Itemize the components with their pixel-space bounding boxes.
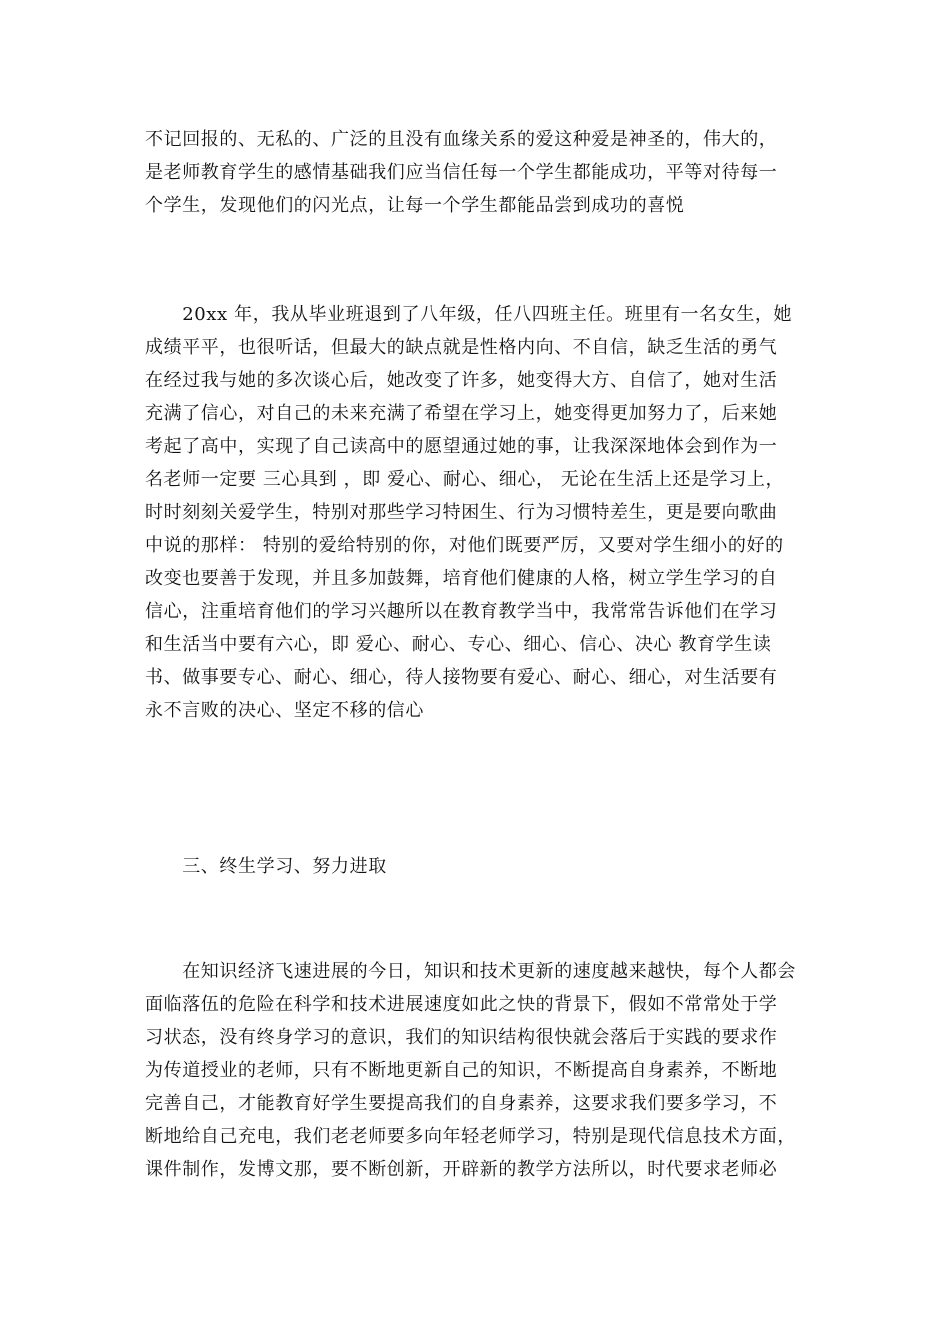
section-heading-text: 三、终生学习、努力进取 xyxy=(145,856,387,877)
text-line: 断地给自己充电，我们老老师要多向年轻老师学习，特别是现代信息技术方面， xyxy=(145,1126,796,1147)
text-line: 面临落伍的危险在科学和技术进展速度如此之快的背景下，假如不常常处于学 xyxy=(145,994,778,1015)
text-line: 完善自己，才能教育好学生要提高我们的自身素养，这要求我们要多学习，不 xyxy=(145,1093,778,1114)
text-line: 时时刻刻关爱学生，特别对那些学习特困生、行为习惯特差生，更是要向歌曲 xyxy=(145,502,778,523)
text-line: 成绩平平，也很听话，但最大的缺点就是性格内向、不自信，缺乏生活的勇气 xyxy=(145,337,778,358)
text-line: 中说的那样： 特别的爱给特别的你，对他们既要严厉，又要对学生细小的好的 xyxy=(145,535,784,556)
text-line: 考起了高中，实现了自己读高中的愿望通过她的事，让我深深地体会到作为一 xyxy=(145,436,778,457)
text-line: 永不言败的决心、坚定不移的信心 xyxy=(145,700,424,721)
text-line: 书、做事要专心、耐心、细心，待人接物要有爱心、耐心、细心，对生活要有 xyxy=(145,667,778,688)
text-line: 名老师一定要 三心具到 ，即 爱心、耐心、细心， 无论在生活上还是学习上， xyxy=(145,469,785,490)
text-line: 为传道授业的老师，只有不断地更新自己的知识，不断提高自身素养，不断地 xyxy=(145,1060,778,1081)
text-line: 充满了信心，对自己的未来充满了希望在学习上，她变得更加努力了，后来她 xyxy=(145,403,778,424)
text-line: 在知识经济飞速进展的今日，知识和技术更新的速度越来越快，每个人都会 xyxy=(145,961,796,982)
text-line: 信心，注重培育他们的学习兴趣所以在教育教学当中，我常常告诉他们在学习 xyxy=(145,601,778,622)
paragraph-selfless-love xyxy=(145,123,815,222)
text-line: 改变也要善于发现，并且多加鼓舞，培育他们健康的人格，树立学生学习的自 xyxy=(145,568,778,589)
paragraph-student-story xyxy=(145,298,815,727)
text-line: 是老师教育学生的感情基础我们应当信任每一个学生都能成功，平等对待每一 xyxy=(145,162,778,183)
text-line: 课件制作，发博文那，要不断创新，开辟新的教学方法所以，时代要求老师必 xyxy=(145,1159,778,1180)
text-line: 20xx 年，我从毕业班退到了八年级，任八四班主任。班里有一名女生，她 xyxy=(145,304,793,325)
text-line: 不记回报的、无私的、广泛的且没有血缘关系的爱这种爱是神圣的，伟大的， xyxy=(145,129,778,150)
section-heading xyxy=(145,850,815,883)
text-line: 个学生，发现他们的闪光点，让每一个学生都能品尝到成功的喜悦 xyxy=(145,195,685,216)
text-line: 和生活当中要有六心，即 爱心、耐心、专心、细心、信心、决心 教育学生读 xyxy=(145,634,772,655)
text-line: 在经过我与她的多次谈心后，她改变了许多，她变得大方、自信了，她对生活 xyxy=(145,370,778,391)
paragraph-lifelong-learning xyxy=(145,955,815,1186)
text-line: 习状态，没有终身学习的意识，我们的知识结构很快就会落后于实践的要求作 xyxy=(145,1027,778,1048)
